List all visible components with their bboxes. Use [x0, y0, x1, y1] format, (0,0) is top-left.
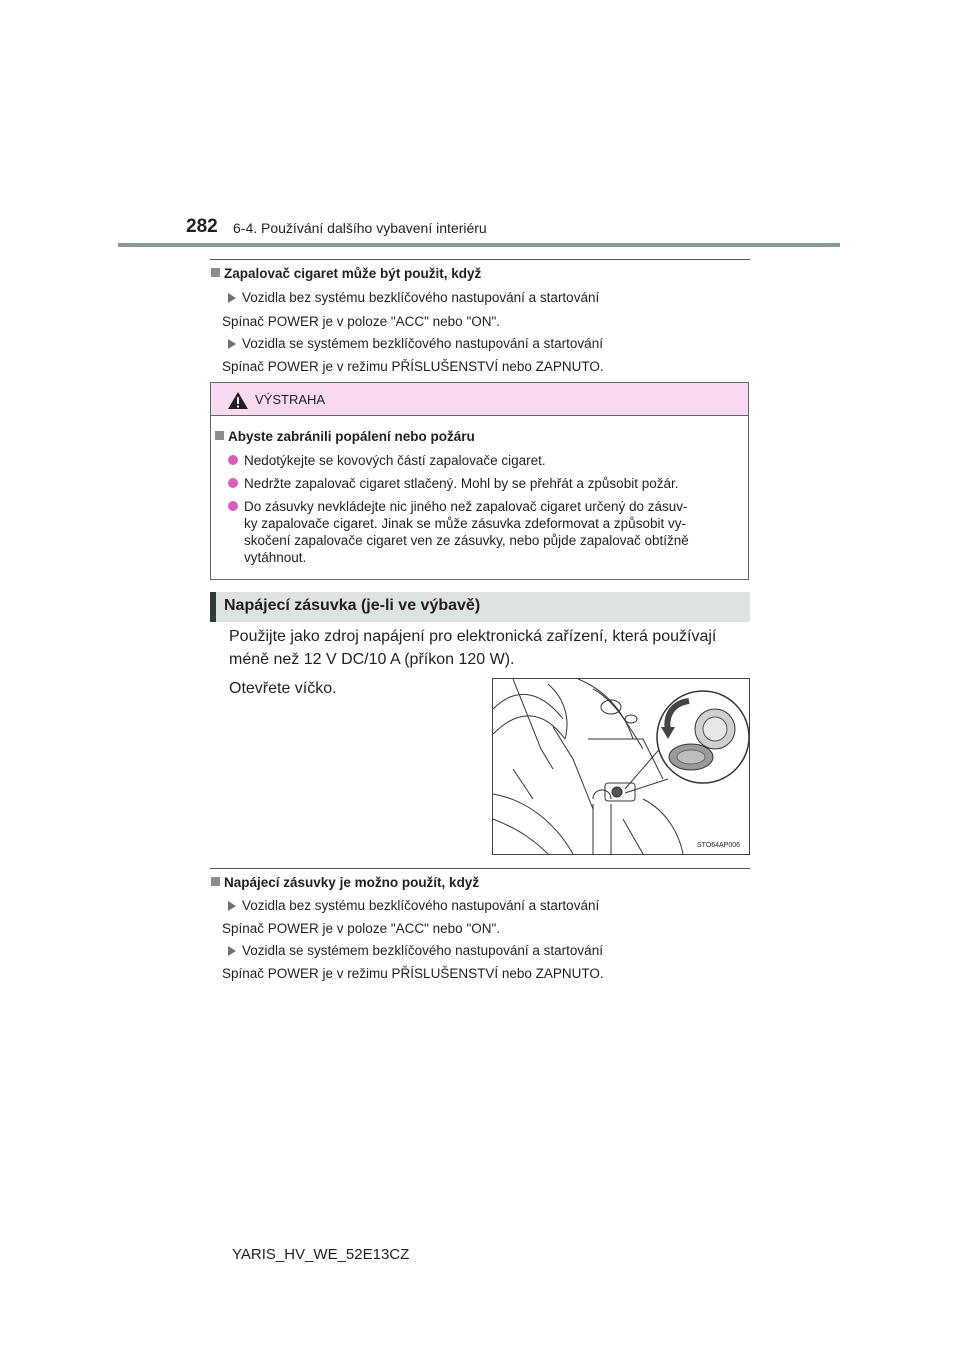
warning-bullet-cont: ky zapalovače cigaret. Jinak se může zásuvka zdeformovat a způsobit vy-: [244, 516, 686, 531]
subsection-title: Zapalovač cigaret může být použit, když: [211, 266, 481, 281]
body-text: Spínač POWER je v režimu PŘÍSLUŠENSTVÍ nebo ZAPNUTO.: [222, 359, 604, 374]
body-paragraph: Použijte jako zdroj napájení pro elektronická zařízení, která používají: [229, 628, 717, 645]
list-item: Vozidla se systémem bezklíčového nastupování a startování: [228, 336, 603, 351]
list-item: Vozidla bez systému bezklíčového nastupování a startování: [228, 898, 599, 913]
figure-code: STO64AP006: [697, 842, 741, 849]
bullet-dot-icon: [228, 478, 238, 488]
warning-label: VÝSTRAHA: [255, 392, 326, 407]
dashboard-drawing: [493, 679, 749, 854]
bullet-dot-icon: [228, 501, 238, 511]
instruction-step: Otevřete víčko.: [229, 680, 337, 697]
warning-bullet: Nedotýkejte se kovových částí zapalovače cigaret.: [228, 453, 546, 468]
body-text: Spínač POWER je v režimu PŘÍSLUŠENSTVÍ nebo ZAPNUTO.: [222, 966, 604, 981]
warning-box: [210, 382, 749, 580]
square-bullet-icon: [211, 268, 220, 277]
heading-accent: [210, 592, 216, 622]
warning-bullet: Do zásuvky nevkládejte nic jiného než zapalovač cigaret určený do zásuv-: [228, 499, 688, 514]
section-heading-bar: [210, 592, 750, 622]
square-bullet-icon: [215, 431, 224, 440]
list-item: Vozidla se systémem bezklíčového nastupování a startování: [228, 943, 603, 958]
list-item: Vozidla bez systému bezklíčového nastupování a startování: [228, 290, 599, 305]
document-id: YARIS_HV_WE_52E13CZ: [232, 1246, 410, 1263]
section-heading: Napájecí zásuvka (je-li ve výbavě): [224, 597, 481, 614]
warning-bullet-cont: skočení zapalovače cigaret ven ze zásuvky, nebo půjde zapalovač obtížně: [244, 533, 689, 548]
warning-bullet: Nedržte zapalovač cigaret stlačený. Mohl by se přehřát a způsobit požár.: [228, 476, 678, 491]
body-text: Spínač POWER je v poloze "ACC" nebo "ON".: [222, 314, 501, 329]
page-number: 282: [186, 216, 218, 237]
divider: [210, 868, 750, 869]
body-text: Spínač POWER je v poloze "ACC" nebo "ON".: [222, 921, 501, 936]
triangle-bullet-icon: [228, 901, 236, 911]
bullet-dot-icon: [228, 455, 238, 465]
triangle-bullet-icon: [228, 339, 236, 349]
divider: [210, 259, 750, 260]
square-bullet-icon: [211, 877, 220, 886]
warning-bullet-cont: vytáhnout.: [244, 550, 307, 565]
body-paragraph: méně než 12 V DC/10 A (příkon 120 W).: [229, 651, 515, 668]
section-title: 6-4. Používání dalšího vybavení interiéru: [233, 220, 487, 236]
triangle-bullet-icon: [228, 293, 236, 303]
triangle-bullet-icon: [228, 946, 236, 956]
warning-triangle-icon: [227, 391, 249, 410]
power-outlet-illustration: [492, 678, 750, 855]
warning-header: [211, 383, 748, 416]
warning-title: Abyste zabránili popálení nebo požáru: [215, 429, 475, 444]
subsection-title: Napájecí zásuvky je možno použít, když: [211, 875, 479, 890]
header-rule: [118, 243, 840, 247]
